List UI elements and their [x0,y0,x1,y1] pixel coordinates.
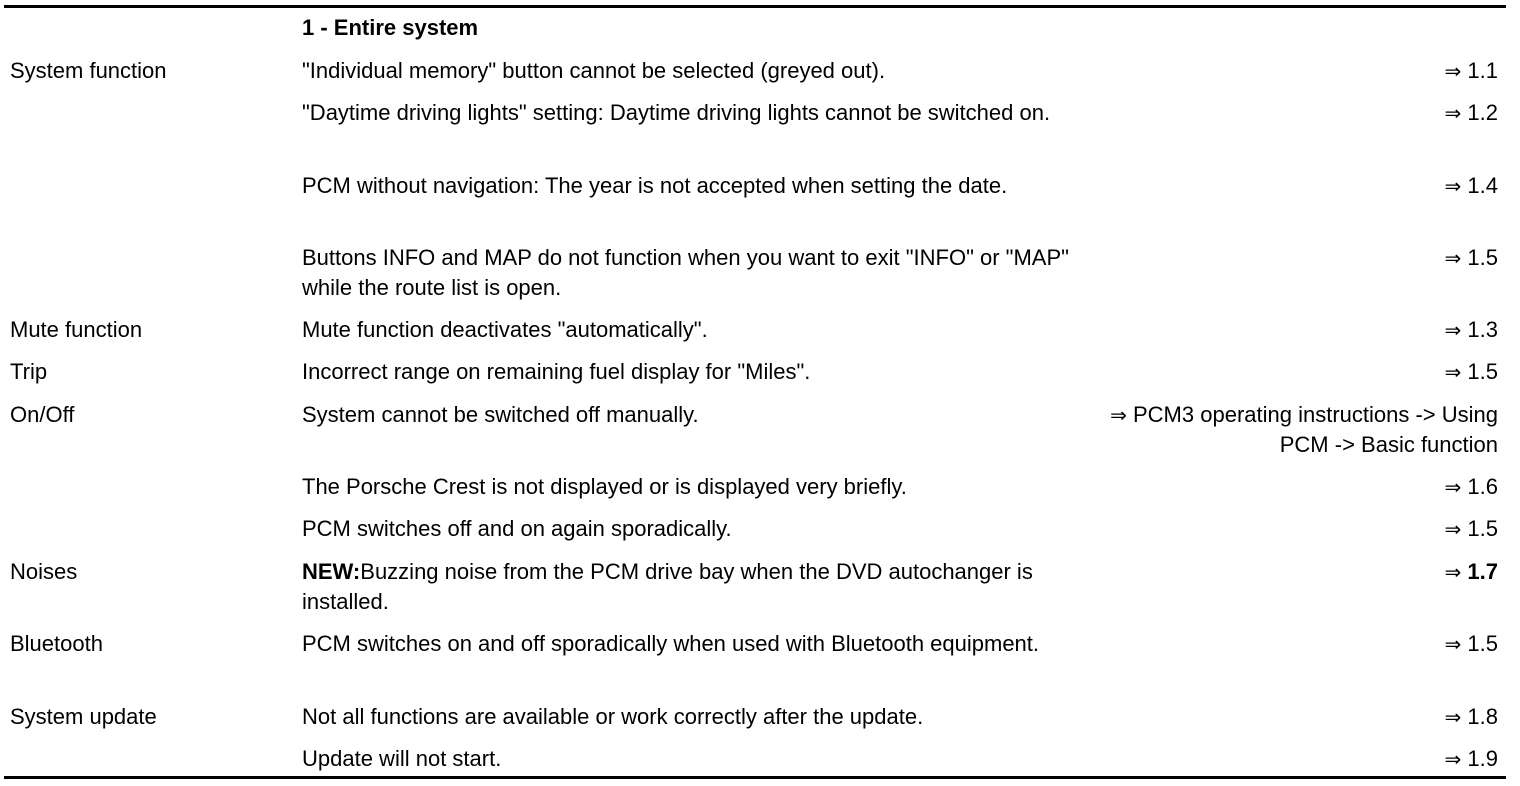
arrow-right-icon: ⇒ [1444,475,1462,499]
arrow-right-icon: ⇒ [1444,101,1462,125]
row-category: Noises [10,559,78,584]
cross-reference-link[interactable] [1078,557,1498,587]
cross-reference-link[interactable] [1078,472,1498,502]
reference-text: 1.5 [1467,245,1498,270]
cross-reference-link[interactable] [1078,315,1498,345]
cross-reference-link[interactable] [1078,400,1498,460]
description-text: "Daytime driving lights" setting: Daytime driving lights cannot be switched on. [302,100,1051,125]
section-title: 1 - Entire system [302,15,479,40]
description-text: PCM switches off and on again sporadically. [302,516,732,541]
cross-reference-link[interactable] [1078,744,1498,774]
cross-reference-link[interactable] [1078,702,1498,732]
row-description [302,557,1092,617]
reference-text: 1.9 [1467,746,1498,771]
reference-text: 1.5 [1467,359,1498,384]
row-category: Bluetooth [10,631,103,656]
arrow-right-icon: ⇒ [1444,360,1462,384]
row-category: Mute function [10,317,143,342]
arrow-right-icon: ⇒ [1444,560,1462,584]
cross-reference-link[interactable] [1078,629,1498,659]
description-text: The Porsche Crest is not displayed or is displayed very briefly. [302,474,907,499]
row-category: Trip [10,359,48,384]
row-description [302,744,1092,774]
row-description [302,243,1092,303]
row-description [302,357,1092,387]
description-text: PCM without navigation: The year is not accepted when setting the date. [302,173,1008,198]
arrow-right-icon: ⇒ [1444,318,1462,342]
cross-reference-link[interactable] [1078,171,1498,201]
reference-text: 1.1 [1467,58,1498,83]
new-prefix: NEW: [302,559,361,584]
arrow-right-icon: ⇒ [1444,632,1462,656]
arrow-right-icon: ⇒ [1444,705,1462,729]
reference-text: 1.5 [1467,631,1498,656]
row-description [302,171,1092,201]
arrow-right-icon: ⇒ [1444,517,1462,541]
description-text: Update will not start. [302,746,502,771]
description-text: Mute function deactivates "automatically". [302,317,708,342]
row-description [302,629,1092,659]
reference-text: 1.7 [1467,559,1498,584]
reference-text: 1.2 [1467,100,1498,125]
description-text: "Individual memory" button cannot be selected (greyed out). [302,58,886,83]
reference-text: 1.5 [1467,516,1498,541]
reference-text: 1.4 [1467,173,1498,198]
row-description [302,702,1092,732]
row-description [302,472,1092,502]
cross-reference-link[interactable] [1078,514,1498,544]
arrow-right-icon: ⇒ [1444,59,1462,83]
cross-reference-link[interactable] [1078,243,1498,273]
cross-reference-link[interactable] [1078,357,1498,387]
row-description [302,514,1092,544]
cross-reference-link[interactable] [1078,56,1498,86]
arrow-right-icon: ⇒ [1444,174,1462,198]
description-text: PCM switches on and off sporadically when used with Bluetooth equipment. [302,631,1040,656]
description-text: System cannot be switched off manually. [302,402,699,427]
description-text: Buzzing noise from the PCM drive bay when the DVD autochanger is installed. [302,559,1033,614]
reference-text: 1.3 [1467,317,1498,342]
reference-text: 1.8 [1467,704,1498,729]
row-category: System update [10,704,157,729]
row-category: On/Off [10,402,75,427]
description-text: Incorrect range on remaining fuel display for "Miles". [302,359,811,384]
description-text: Buttons INFO and MAP do not function when you want to exit "INFO" or "MAP" while the route list is open. [302,245,1069,300]
reference-text: 1.6 [1467,474,1498,499]
arrow-right-icon: ⇒ [1444,747,1462,771]
top-rule [4,5,1506,8]
bottom-rule [4,776,1506,779]
reference-text: PCM3 operating instructions -> Using PCM -> Basic function [1133,402,1498,457]
description-text: Not all functions are available or work correctly after the update. [302,704,924,729]
row-category: System function [10,58,167,83]
row-description [302,56,1092,86]
arrow-right-icon: ⇒ [1110,403,1127,427]
row-description [302,98,1092,128]
row-description [302,315,1092,345]
cross-reference-link[interactable] [1078,98,1498,128]
row-description [302,400,1092,430]
arrow-right-icon: ⇒ [1444,246,1462,270]
